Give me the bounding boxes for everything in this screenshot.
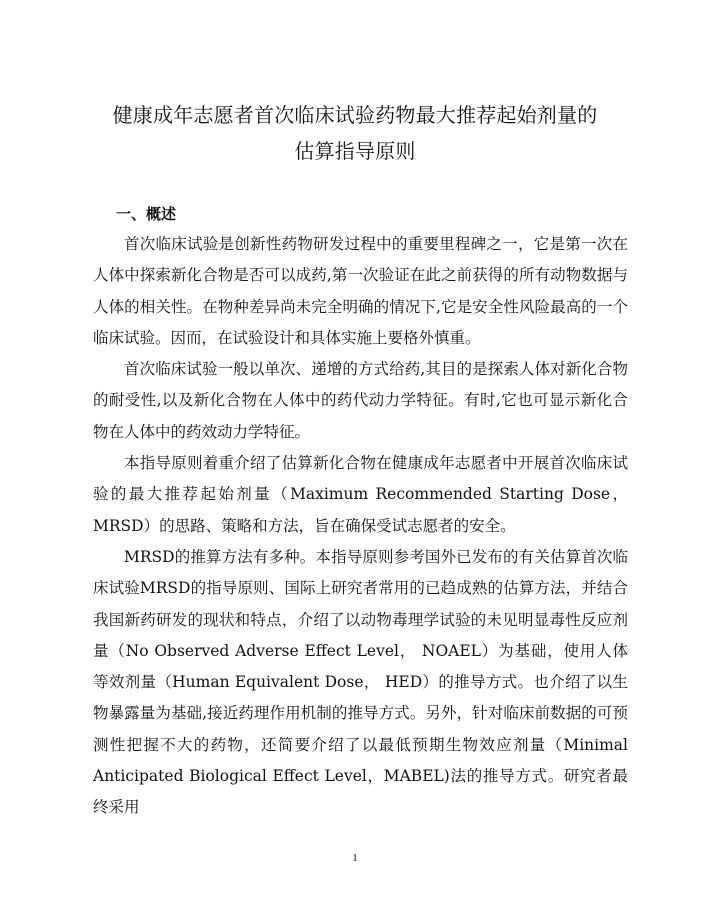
document-title <box>0 97 710 169</box>
document-body <box>93 229 628 824</box>
paragraph: MRSD的推算方法有多种。本指导原则参考国外已发布的有关估算首次临床试验MRSD的指导原则、国际上研究者常用的已趋成熟的估算方法，并结合我国新药研发的现状和特点，介绍了以动物毒理学试验的未见明显毒性反应剂量（No Observed Adverse Effect Level， NOAEL）为基础，使用人体等效剂量（Human Equivalent Dose， HED）的推导方式。也介绍了以生物暴露量为基础,接近药理作用机制的推导方式。另外，针对临床前数据的可预测性把握不大的药物，还简要介绍了以最低预期生物效应剂量（Minimal Anticipated Biological Effect Level，MABEL)法的推导方式。研究者最终采用 <box>93 547 628 817</box>
section-heading: 一、概述 <box>116 205 177 223</box>
paragraph: 首次临床试验一般以单次、递增的方式给药,其目的是探索人体对新化合物的耐受性,以及新化合物在人体中的药代动力学特征。有时,它也可显示新化合物在人体中的药效动力学特征。 <box>93 360 628 441</box>
paragraph: 首次临床试验是创新性药物研发过程中的重要里程碑之一，它是第一次在人体中探索新化合物是否可以成药,第一次验证在此之前获得的所有动物数据与人体的相关性。在物种差异尚未完全明确的情况下,它是安全性风险最高的一个临床试验。因而，在试验设计和具体实施上要格外慎重。 <box>93 235 628 347</box>
paragraph: 本指导原则着重介绍了估算新化合物在健康成年志愿者中开展首次临床试验的最大推荐起始剂量（Maximum Recommended Starting Dose，MRSD）的思路、策略和方法，旨在确保受试志愿者的安全。 <box>93 454 628 535</box>
document-title-line-2: 估算指导原则 <box>294 139 416 163</box>
page-number: 1 <box>352 852 358 864</box>
document-title-line-1: 健康成年志愿者首次临床试验药物最大推荐起始剂量的 <box>112 103 598 127</box>
